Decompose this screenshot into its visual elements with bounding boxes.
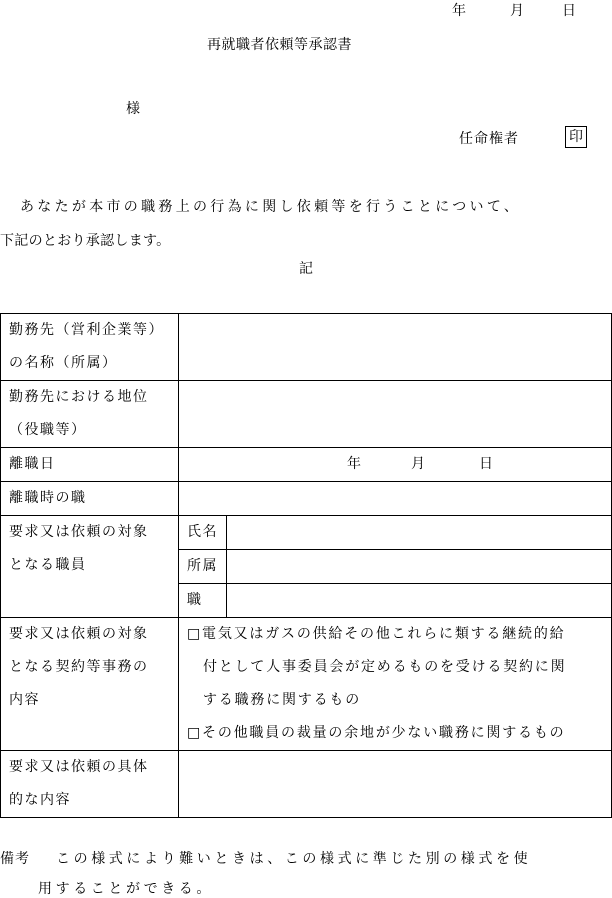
- table-row-employer-name: [1, 314, 612, 381]
- target-staff-name-label: 氏名: [179, 516, 227, 550]
- date-month-label: 月: [510, 3, 524, 19]
- table-row-contract-affairs: [1, 618, 612, 751]
- target-staff-dept-label: 所属: [179, 550, 227, 584]
- position-label: [1, 381, 179, 448]
- retirement-month-label: 月: [411, 456, 425, 472]
- position-at-retirement-field[interactable]: [179, 482, 612, 516]
- date-year-label: 年: [452, 3, 466, 19]
- position-at-retirement-label: 離職時の職: [1, 482, 179, 516]
- table-row-target-staff-name: [1, 516, 612, 550]
- body-text-line2: 下記のとおり承認します。: [0, 233, 171, 249]
- employer-name-field[interactable]: [179, 314, 612, 381]
- approval-form-table: [0, 313, 612, 818]
- employer-name-label: [1, 314, 179, 381]
- retirement-year-label: 年: [347, 456, 361, 472]
- position-label-line1: 勤務先における地位: [9, 389, 149, 405]
- employer-name-label-line1: 勤務先（営利企業等）: [9, 322, 164, 338]
- table-row-position: [1, 381, 612, 448]
- target-staff-dept-field[interactable]: [227, 550, 612, 584]
- specific-content-field[interactable]: [179, 751, 612, 818]
- date-day-label: 日: [562, 3, 576, 19]
- table-row-specific-content: [1, 751, 612, 818]
- target-staff-label: [1, 516, 179, 618]
- contract-affairs-label-line3: 内容: [9, 692, 40, 708]
- retirement-day-label: 日: [479, 456, 493, 472]
- contract-affairs-label: [1, 618, 179, 751]
- contract-affairs-label-line2: となる契約等事務の: [9, 659, 149, 675]
- note-text-line2: 用することができる。: [38, 881, 214, 897]
- target-staff-name-field[interactable]: [227, 516, 612, 550]
- recipient-suffix: 様: [126, 101, 140, 117]
- seal-box: 印: [565, 126, 587, 148]
- contract-affairs-options: [179, 618, 612, 751]
- specific-content-label-line1: 要求又は依頼の具体: [9, 759, 149, 775]
- note-text-line1: この様式により難いときは、この様式に準じた別の様式を使: [56, 851, 532, 867]
- specific-content-label: [1, 751, 179, 818]
- retirement-date-field[interactable]: [179, 448, 612, 482]
- target-staff-post-label: 職: [179, 584, 227, 618]
- position-field[interactable]: [179, 381, 612, 448]
- document-title: 再就職者依頼等承認書: [207, 37, 352, 53]
- target-staff-post-field[interactable]: [227, 584, 612, 618]
- table-row-position-at-retirement: [1, 482, 612, 516]
- contract-option-1-line3: する職務に関するもの: [203, 692, 361, 708]
- target-staff-label-line1: 要求又は依頼の対象: [9, 524, 149, 540]
- contract-option-1[interactable]: [179, 618, 611, 717]
- position-label-line2: （役職等）: [9, 422, 87, 438]
- contract-option-1-line2: 付として人事委員会が定めるものを受ける契約に関: [203, 659, 567, 675]
- contract-option-1-line1: □電気又はガスの供給その他これらに類する継続的給: [187, 626, 566, 642]
- target-staff-label-line2: となる職員: [9, 557, 87, 573]
- body-text-line1: あなたが本市の職務上の行為に関し依頼等を行うことについて、: [20, 199, 522, 215]
- note-label: 備考: [0, 851, 30, 867]
- contract-affairs-label-line1: 要求又は依頼の対象: [9, 626, 149, 642]
- employer-name-label-line2: の名称（所属）: [9, 355, 118, 371]
- ki-heading: 記: [299, 261, 313, 277]
- specific-content-label-line2: 的な内容: [9, 792, 71, 808]
- retirement-date-label: 離職日: [1, 448, 179, 482]
- appointing-authority-label: 任命権者: [459, 131, 519, 147]
- table-row-retirement-date: [1, 448, 612, 482]
- contract-option-2[interactable]: □その他職員の裁量の余地が少ない職務に関するもの: [187, 725, 566, 741]
